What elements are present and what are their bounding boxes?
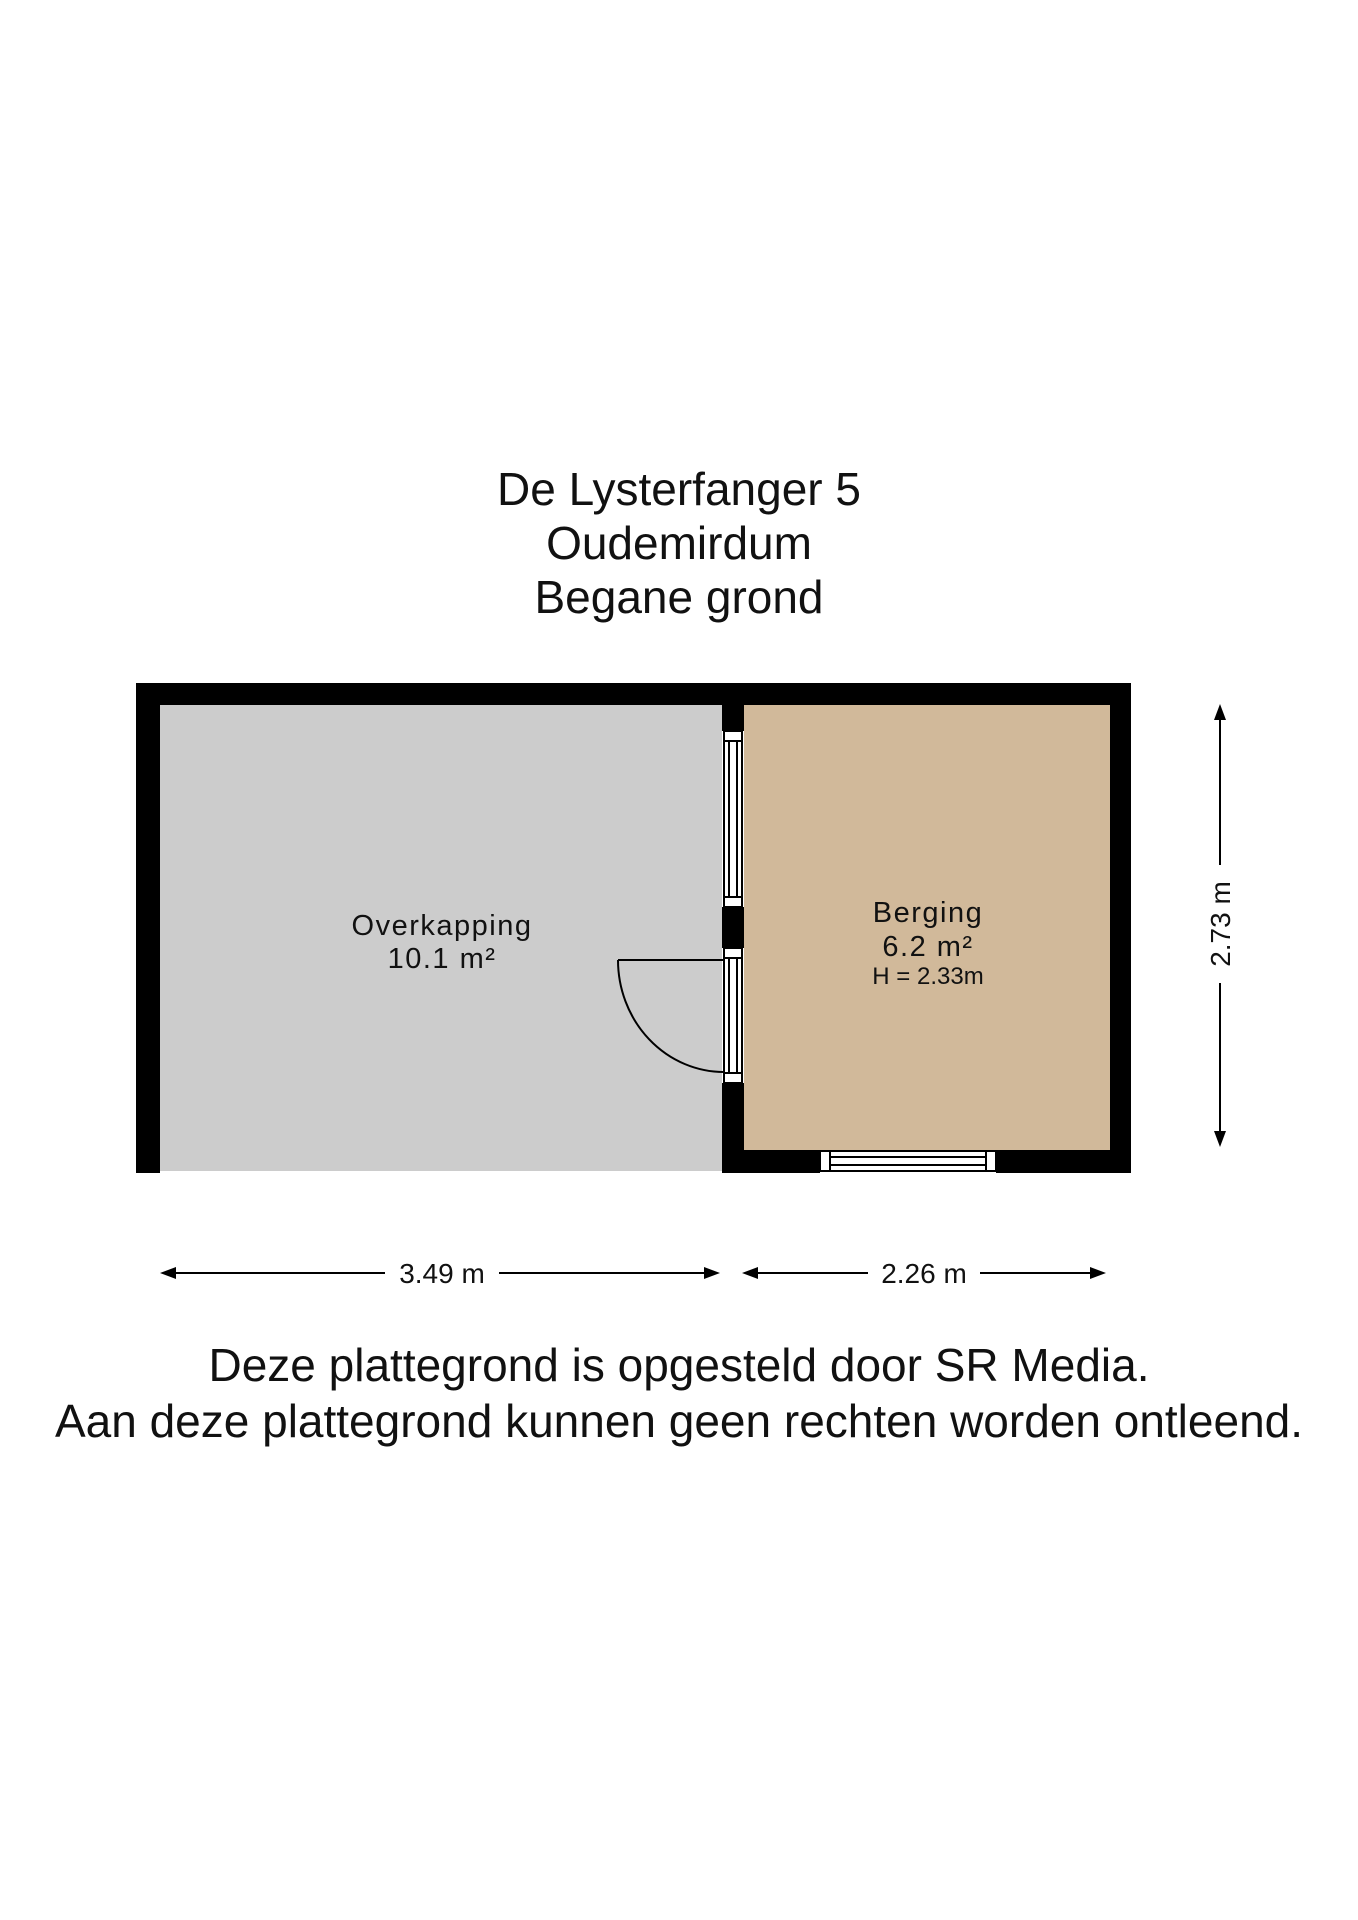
room-berging-name: Berging: [872, 897, 984, 929]
room-berging-area: 6.2 m²: [882, 931, 974, 963]
dimension-berging-width: [742, 1258, 1106, 1289]
dimension-label-2-26: 2.26 m: [881, 1258, 967, 1289]
disclaimer-line-1: Deze plattegrond is opgesteld door SR Media.: [208, 1339, 1150, 1391]
partition-door-frame: [724, 948, 742, 1083]
room-overkapping-area: 10.1 m²: [387, 943, 497, 975]
disclaimer-line-2: Aan deze plattegrond kunnen geen rechten worden ontleend.: [54, 1395, 1304, 1447]
floor-title: Begane grond: [534, 571, 824, 623]
room-overkapping-name: Overkapping: [351, 910, 533, 942]
dimension-overkapping-width: [160, 1258, 720, 1289]
dimension-depth: [1205, 704, 1236, 1147]
room-berging-height: H = 2.33m: [872, 963, 984, 990]
disclaimer: [0, 1337, 1358, 1449]
city-title: Oudemirdum: [546, 517, 812, 569]
dimension-label-3-49: 3.49 m: [399, 1258, 485, 1289]
berging-window: [820, 1151, 996, 1171]
address-title: De Lysterfanger 5: [497, 463, 861, 515]
partition-window-upper: [724, 731, 742, 907]
dimension-label-2-73: 2.73 m: [1205, 881, 1236, 967]
